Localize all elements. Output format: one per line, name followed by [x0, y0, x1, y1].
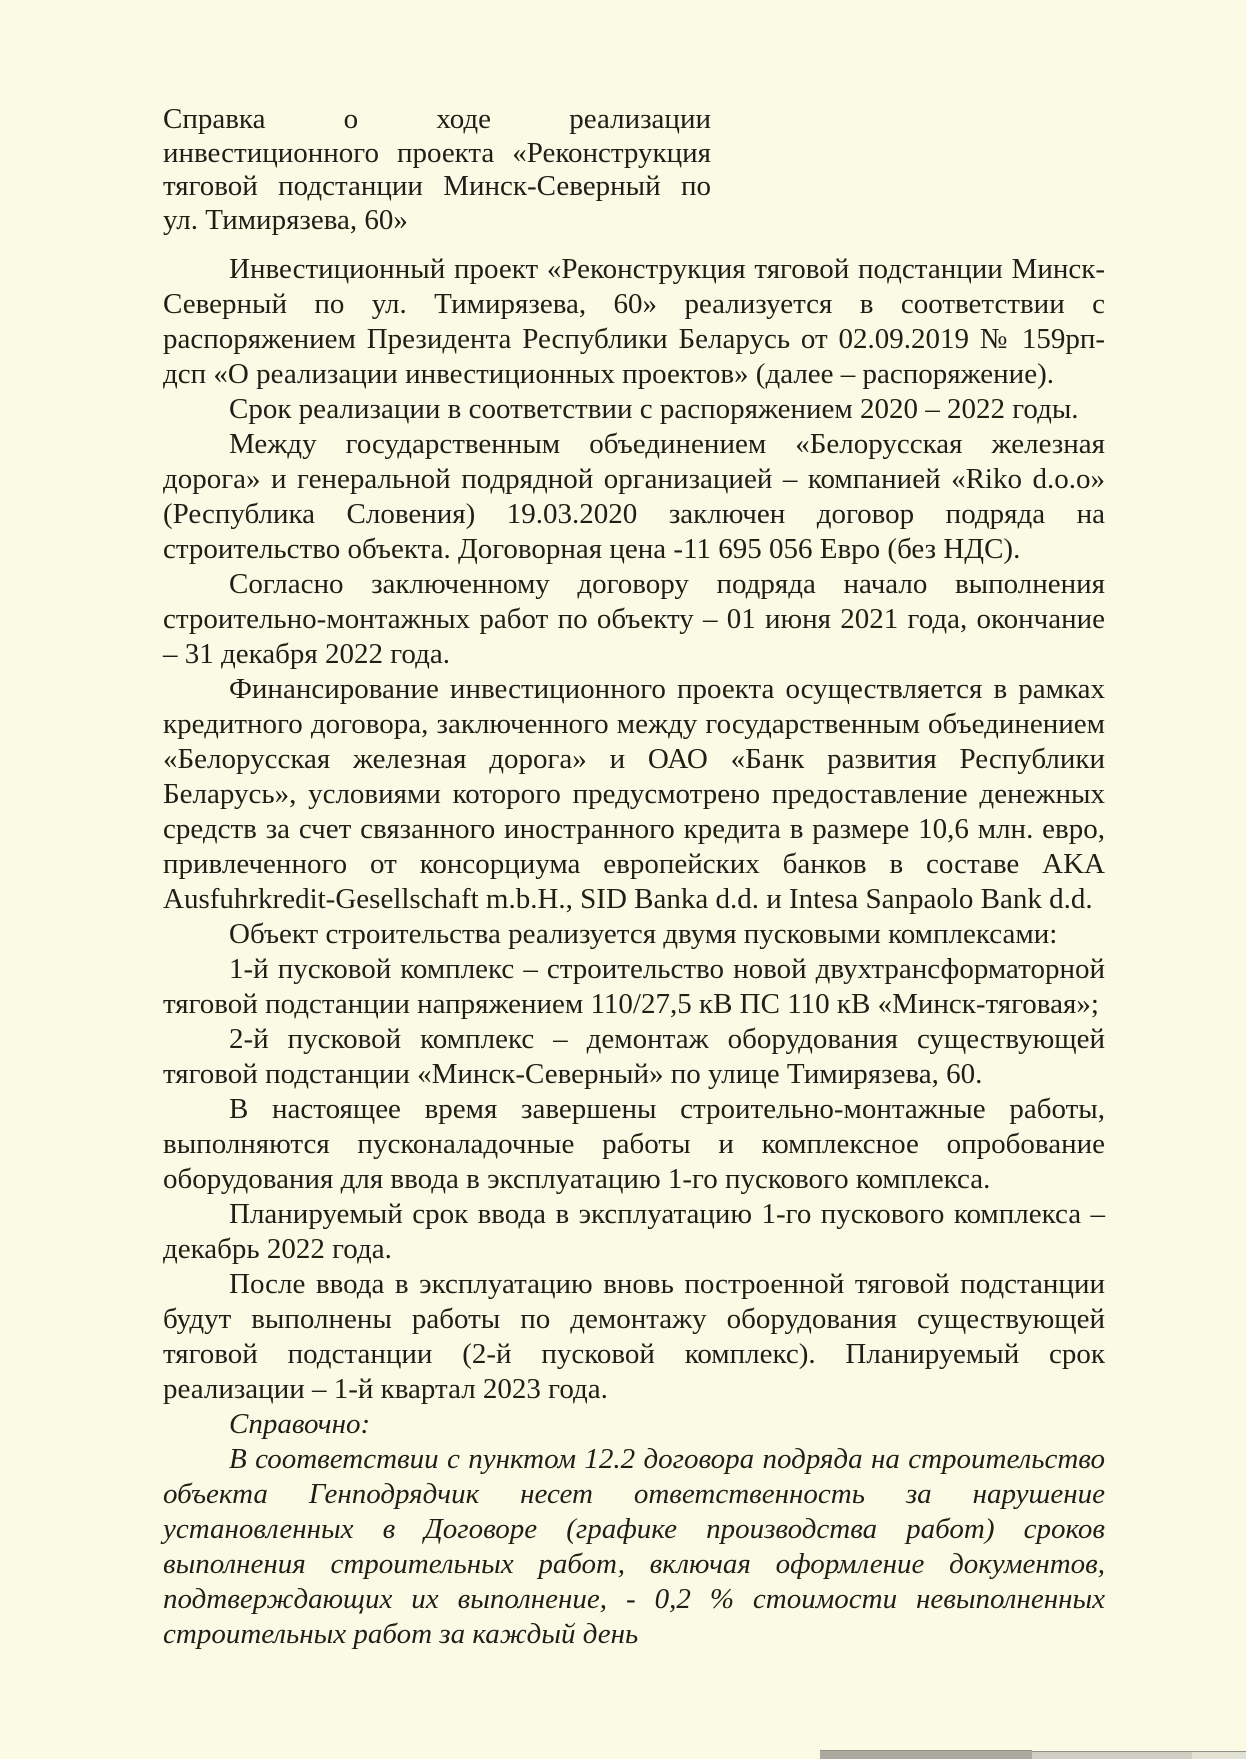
- title-line: инвестиционного проекта «Реконструкция: [163, 136, 711, 169]
- paragraph-first-complex: 1-й пусковой комплекс – строительство новой двухтрансформаторной тяговой подстанции напряжением 110/27,5 кВ ПС 110 кВ «Минск-тяговая»;: [163, 953, 1105, 1020]
- paragraph-current-status: В настоящее время завершены строительно-монтажные работы, выполняются пусконаладочные работы и комплексное опробование оборудования для ввода в эксплуатацию 1-го пускового комплекса.: [163, 1093, 1105, 1195]
- bottom-ui-edge-artifacts: [0, 1750, 1246, 1759]
- cutoff-ui-element-edge[interactable]: [820, 1750, 1032, 1759]
- paragraph-contract: Между государственным объединением «Белорусская железная дорога» и генеральной подрядной организацией – компанией «Riko d.o.o» (Республика Словения) 19.03.2020 заключен договор подряда на строительство объекта. Договорная цена -11 695 056 Евро (без НДС).: [163, 428, 1105, 565]
- title-line: тяговой подстанции Минск-Северный по: [163, 170, 711, 202]
- title-line: ул. Тимирязева, 60»: [163, 203, 408, 236]
- paragraph-second-complex: 2-й пусковой комплекс – демонтаж оборудования существующей тяговой подстанции «Минск-Северный» по улице Тимирязева, 60.: [163, 1023, 1105, 1090]
- paragraph-reference-penalty: В соответствии с пунктом 12.2 договора подряда на строительство объекта Генподрядчик несет ответственность за нарушение установленных в Договоре (графике производства работ) сроков выполнения строительных работ, включая оформление документов, подтверждающих их выполнение, - 0,2 % стоимости невыполненных строительных работ за каждый день: [163, 1443, 1105, 1650]
- paragraph-investment-project: Инвестиционный проект «Реконструкция тяговой подстанции Минск-Северный по ул. Тимирязева, 60» реализуется в соответствии с распоряжением Президента Республики Беларусь от 02.09.2019 № 159рп-дсп «О реализации инвестиционных проектов» (далее – распоряжение).: [163, 253, 1105, 390]
- paragraph-financing: Финансирование инвестиционного проекта осуществляется в рамках кредитного договора, заключенного между государственным объединением «Белорусская железная дорога» и ОАО «Банк развития Республики Беларусь», условиями которого предусмотрено предоставление денежных средств за счет связанного иностранного кредита в размере 10,6 млн. евро, привлеченного от консорциума европейских банков в составе AKA Ausfuhrkredit-Gesellschaft m.b.H., SID Banka d.d. и Intesa Sanpaolo Bank d.d.: [163, 673, 1105, 915]
- paragraph-implementation-term: Срок реализации в соответствии с распоряжением 2020 – 2022 годы.: [229, 393, 1079, 425]
- title-line: Справка о ходе реализации: [163, 103, 711, 135]
- cutoff-ui-element-edge[interactable]: [1192, 1751, 1246, 1759]
- paragraph-work-dates: Согласно заключенному договору подряда начало выполнения строительно-монтажных работ по объекту – 01 июня 2021 года, окончание – 31 декабря 2022 года.: [163, 568, 1105, 670]
- paragraph-reference-heading: Справочно:: [229, 1408, 371, 1440]
- paragraph-planned-commissioning: Планируемый срок ввода в эксплуатацию 1-го пускового комплекса – декабрь 2022 года.: [163, 1198, 1105, 1265]
- document-title: [163, 103, 711, 237]
- cutoff-ui-element-edge[interactable]: [1032, 1751, 1192, 1759]
- paragraph-after-commissioning: После ввода в эксплуатацию вновь построенной тяговой подстанции будут выполнены работы по демонтажу оборудования существующей тяговой подстанции (2-й пусковой комплекс). Планируемый срок реализации – 1-й квартал 2023 года.: [163, 1268, 1105, 1405]
- document-body: [163, 252, 1105, 1652]
- paragraph-two-complexes: Объект строительства реализуется двумя пусковыми комплексами:: [229, 918, 1058, 950]
